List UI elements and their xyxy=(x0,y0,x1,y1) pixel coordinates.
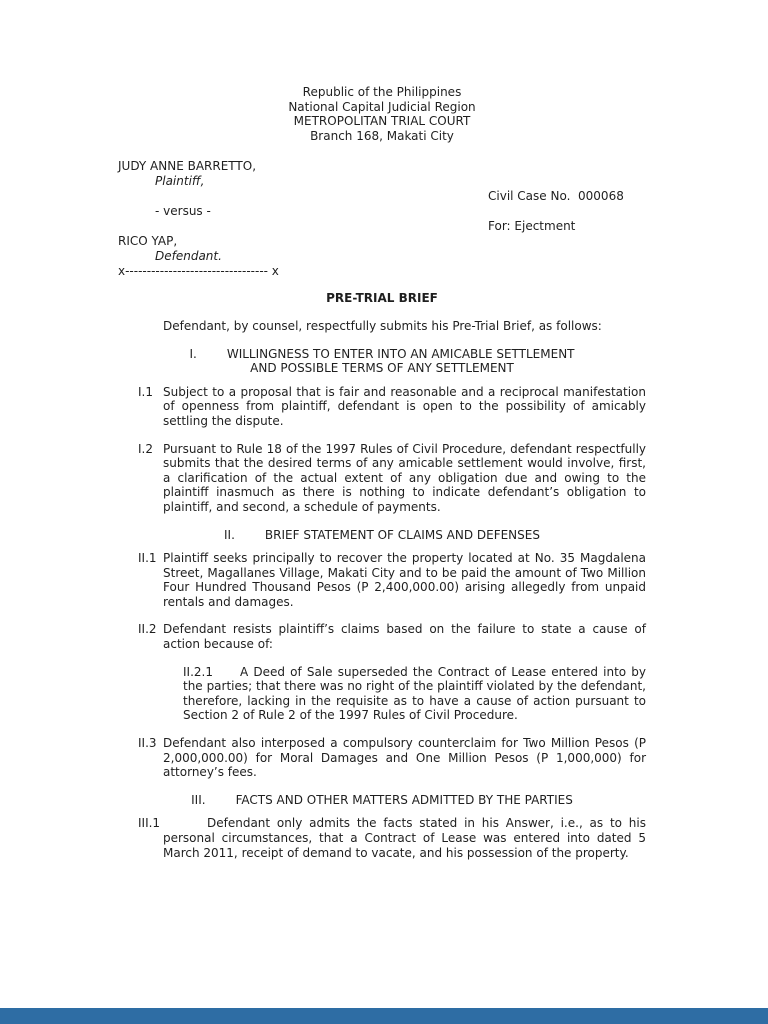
plaintiff-name: JUDY ANNE BARRETTO, xyxy=(118,159,257,174)
section-1-number: I. xyxy=(189,346,197,361)
defendant-role: Defendant. xyxy=(155,249,222,264)
header-line-region: National Capital Judicial Region xyxy=(288,99,476,114)
viewer-footer-bar xyxy=(0,1008,768,1024)
item-III-1-number: III.1 xyxy=(138,816,161,831)
section-3-heading-text: FACTS AND OTHER MATTERS ADMITTED BY THE PARTIES xyxy=(235,792,573,807)
case-for-label: For: Ejectment xyxy=(488,219,576,234)
item-I-2-text: Pursuant to Rule 18 of the 1997 Rules of Civil Procedure, defendant respectfully submits that the desired terms of any amicable settlement would involve, first, a clarification of the actual extent of any obligation due and owing to the plaintiff inasmuch as there is nothing to indicate defendant’s obligation to plaintiff, and second, a schedule of payments. xyxy=(163,441,646,514)
item-II-2 xyxy=(138,622,646,651)
item-I-1-text: Subject to a proposal that is fair and reasonable and a reciprocal manifestation of openness from plaintiff, defendant is open to the possibility of amicably settling the dispute. xyxy=(163,384,646,428)
plaintiff-role: Plaintiff, xyxy=(155,174,205,189)
item-II-2-1-number: II.2.1 xyxy=(183,664,213,679)
section-3-heading-line-1 xyxy=(118,793,646,808)
section-3-heading xyxy=(118,793,646,808)
section-2-heading xyxy=(118,528,646,543)
case-caption xyxy=(118,159,646,279)
section-1-heading-line-2: AND POSSIBLE TERMS OF ANY SETTLEMENT xyxy=(250,361,514,376)
item-II-1 xyxy=(138,551,646,609)
section-1-heading-line-1 xyxy=(118,347,646,362)
case-for-line xyxy=(118,219,646,234)
court-header xyxy=(118,85,646,143)
header-line-court: METROPOLITAN TRIAL COURT xyxy=(293,114,471,129)
section-3-number: III. xyxy=(191,792,206,807)
item-II-2-1-text: A Deed of Sale superseded the Contract of Lease entered into by the parties; that there was no right of the plaintiff violated by the defendant, therefore, lacking in the requisite as to have a cause of action pursuant to Section 2 of Rule 2 of the 1997 Rules of Civil Procedure. xyxy=(183,664,646,723)
item-III-1-text: Defendant only admits the facts stated in his Answer, i.e., as to his personal circumstances, that a Contract of Lease was entered into dated 5 March 2011, receipt of demand to vacate, and his possession of the property. xyxy=(163,816,646,860)
item-II-2-1 xyxy=(183,665,646,723)
item-II-3-text: Defendant also interposed a compulsory counterclaim for Two Million Pesos (P 2,000,000.00) for Moral Damages and One Million Pesos (P 1,000,000) for attorney’s fees. xyxy=(163,736,646,780)
item-II-3-number: II.3 xyxy=(138,736,157,751)
civil-case-number: Civil Case No. 000068 xyxy=(488,189,624,204)
item-I-1-number: I.1 xyxy=(138,384,153,399)
item-I-1 xyxy=(138,385,646,429)
section-2-heading-line-1 xyxy=(118,528,646,543)
versus-line: - versus - xyxy=(155,204,211,219)
document-title: PRE-TRIAL BRIEF xyxy=(326,291,438,306)
header-line-country: Republic of the Philippines xyxy=(302,85,462,99)
item-I-2-number: I.2 xyxy=(138,441,153,456)
intro-paragraph: Defendant, by counsel, respectfully submits his Pre-Trial Brief, as follows: xyxy=(163,318,602,333)
item-III-1 xyxy=(138,816,646,860)
header-line-branch: Branch 168, Makati City xyxy=(310,128,454,143)
item-II-3 xyxy=(138,736,646,780)
item-II-1-number: II.1 xyxy=(138,551,157,566)
caption-separator: x--------------------------------- x xyxy=(118,264,279,279)
section-2-heading-text: BRIEF STATEMENT OF CLAIMS AND DEFENSES xyxy=(264,527,540,542)
case-number-line xyxy=(118,189,646,204)
item-II-1-text: Plaintiff seeks principally to recover the property located at No. 35 Magdalena Street, Magallanes Village, Makati City and to be paid the amount of Two Million Four Hundred Thousand Pesos (P 2,400,000.00) arising allegedly from unpaid rentals and damages. xyxy=(163,551,646,609)
defendant-name: RICO YAP, xyxy=(118,234,178,249)
section-1-heading-text: WILLINGNESS TO ENTER INTO AN AMICABLE SETTLEMENT xyxy=(226,346,575,361)
section-2-number: II. xyxy=(224,527,235,542)
item-I-2 xyxy=(138,442,646,515)
item-II-2-number: II.2 xyxy=(138,622,157,637)
item-II-2-text: Defendant resists plaintiff’s claims based on the failure to state a cause of action because of: xyxy=(163,622,646,652)
section-1-heading xyxy=(118,347,646,376)
